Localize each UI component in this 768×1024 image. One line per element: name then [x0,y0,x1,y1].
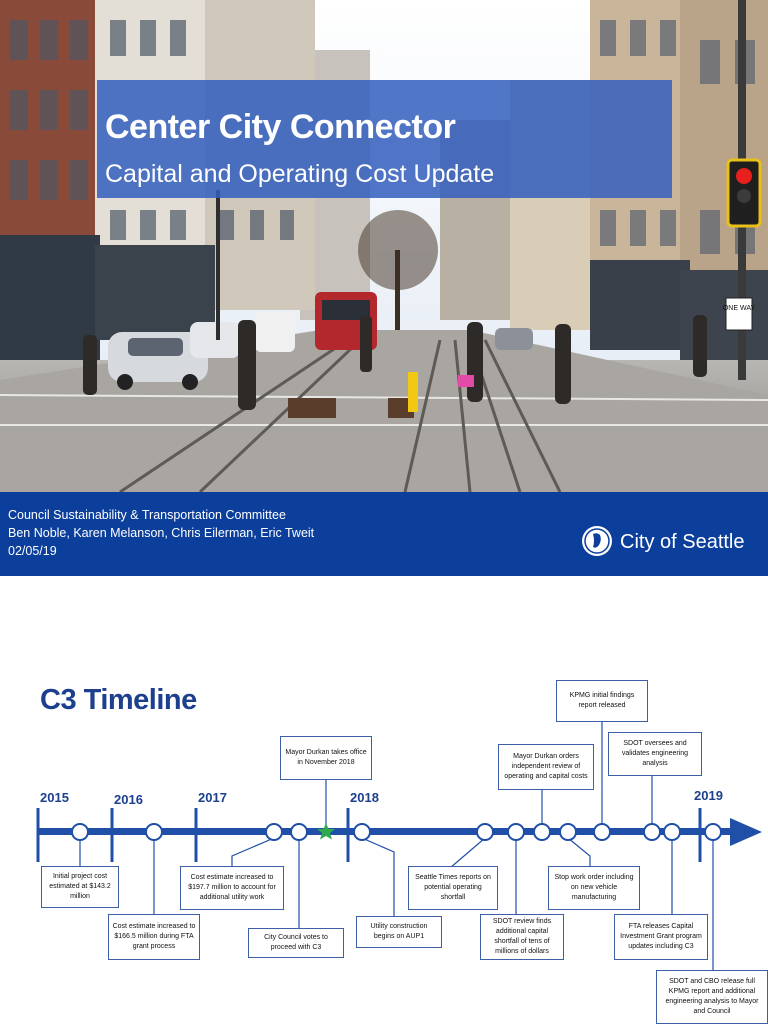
event-box: City Council votes to proceed with C3 [248,928,344,958]
event-box: KPMG initial findings report released [556,680,648,722]
event-box: Seattle Times reports on potential operating shortfall [408,866,498,910]
timeline-arrowhead [730,818,762,846]
event-box: Initial project cost estimated at $143.2 million [41,866,119,908]
timeline-slide [0,640,768,1024]
year-label: 2015 [40,790,69,805]
event-marker [560,824,576,840]
city-of-seattle-logo: City of Seattle [620,531,745,553]
event-box: Mayor Durkan takes office in November 2018 [280,736,372,780]
year-label: 2019 [694,788,723,803]
year-label: 2017 [198,790,227,805]
event-marker [354,824,370,840]
event-box: Mayor Durkan orders independent review of operating and capital costs [498,744,594,790]
event-box: SDOT oversees and validates engineering analysis [608,732,702,776]
event-marker [477,824,493,840]
event-marker [146,824,162,840]
event-box: FTA releases Capital Investment Grant program updates including C3 [614,914,708,960]
event-marker [664,824,680,840]
slide-subtitle: Capital and Operating Cost Update [105,160,495,188]
event-marker [705,824,721,840]
event-marker [534,824,550,840]
event-box: Stop work order including on new vehicle manufacturing [548,866,640,910]
year-label: 2016 [114,792,143,807]
slide-title: Center City Connector [105,108,456,146]
one-way-sign-text: ONE WAY [722,305,756,312]
event-box: Cost estimate increased to $166.5 million during FTA grant process [108,914,200,960]
timeline-graphic [0,640,768,1024]
title-box [97,80,672,198]
city-seal-icon [582,526,612,556]
event-marker [644,824,660,840]
committee-name: Council Sustainability & Transportation Committee [8,508,286,522]
year-label: 2018 [350,790,379,805]
event-marker [594,824,610,840]
timeline-title: C3 Timeline [40,684,197,716]
event-box: Utility construction begins on AUP1 [356,916,442,948]
timeline-bar [38,828,738,835]
presenters: Ben Noble, Karen Melanson, Chris Eilerman, Eric Tweit [8,526,315,540]
event-marker [291,824,307,840]
event-box: Cost estimate increased to $197.7 million to account for additional utility work [180,866,284,910]
event-box: SDOT review finds additional capital shortfall of tens of millions of dollars [480,914,564,960]
event-marker [508,824,524,840]
event-marker [72,824,88,840]
event-marker [266,824,282,840]
event-box: SDOT and CBO release full KPMG report and additional engineering analysis to Mayor and Council [656,970,768,1024]
street-photo [0,0,768,492]
presentation-date: 02/05/19 [8,544,57,558]
